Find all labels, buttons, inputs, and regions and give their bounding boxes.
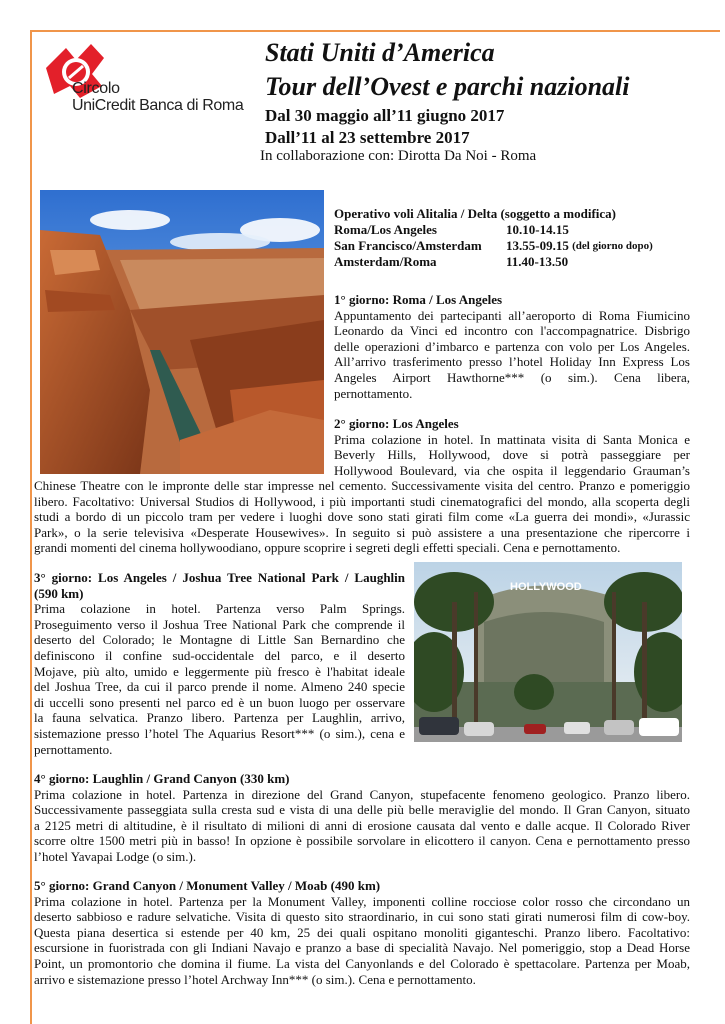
flight-route: Roma/Los Angeles — [334, 222, 437, 237]
day-2-line: Beverly Hills, Hollywood, dove si potrà passeggiare per — [334, 447, 690, 463]
day-2-line: Prima colazione in hotel. In mattinata visita di Santa Monica e — [334, 431, 690, 447]
frame-top-border — [30, 30, 720, 32]
day-2-full-line: libero. Facoltativo: Universal Studios di Hollywood, i più importanti studi cinematografici del mondo, alla scoperta degli — [34, 493, 690, 509]
day-5-line: Questa piana desertica si estende per 40 km, 25 dei quali ospitano monoliti giganteschi. Pranzo libero. Facoltativo: — [34, 924, 690, 940]
day-5-line: Prima colazione in hotel. Partenza per la Monument Valley, imponenti colline rocciose color rosso che circondano un — [34, 893, 690, 909]
day-5-section — [34, 878, 690, 987]
day-2-line: Hollywood Boulevard, via che ospita il leggendario Grauman’s — [334, 462, 690, 478]
grand-canyon-photo — [40, 190, 324, 474]
day-1-line: delle operazioni d’imbarco e partenza con volo per Los Angeles. — [334, 338, 690, 354]
title-line1: Stati Uniti d’America — [265, 38, 495, 67]
day-1-line: All’arrivo trasferimento presso l’hotel Holiday Inn Express Los — [334, 354, 690, 370]
day-3-line: Mojave, più alto, umido e leggermente più fresco è l'habitat ideale — [34, 663, 405, 679]
day-4-line: a 2125 metri di altitudine, è il risultato di milioni di anni di erosione causata dal vento e dalle acque. Il Colorado River — [34, 817, 690, 833]
hollywood-photo — [414, 562, 682, 742]
collaboration-note: In collaborazione con: Dirotta Da Noi - Roma — [260, 148, 537, 164]
day-4-line: l’hotel Yavapai Lodge (o sim.). — [34, 848, 197, 864]
day-5-line: deserto sabbioso e radure selvatiche. Visita di questo sito straordinario, in cui sono stati girati numerosi film di cow-boy. — [34, 909, 690, 925]
day-3-line: Proseguimento verso il Joshua Tree National Park che comprende il — [34, 616, 405, 632]
day-2-full-line: Chinese Theatre con le impronte delle star impresse nel cemento. Successivamente visita del centro. Pranzo e pomeriggio — [34, 478, 690, 493]
day-4-line: Successivamente passeggiata sulla cresta sud e vista di una delle più belle meraviglie del mondo. Il Gran Canyon, situato — [34, 802, 690, 818]
day-3-line: deserto del Colorado; le Montagne di Little San Bernardino che — [34, 632, 405, 648]
day-3-line: la fauna selvatica. Pranzo libero. Partenza per Laughlin, arrivo, — [34, 710, 405, 726]
day-3-line: del Joshua Tree, da cui il parco prende il nome. Almeno 240 specie — [34, 679, 405, 695]
logo-text — [72, 80, 243, 114]
day-4-line: Prima colazione in hotel. Partenza in direzione del Grand Canyon, stupefacente fenomeno geologico. Pranzo libero. — [34, 786, 690, 802]
day-3-title-km: (590 km) — [34, 585, 84, 601]
date-1: Dal 30 maggio all’11 giugno 2017 — [265, 106, 505, 125]
day-5-line: Point, un promontorio che domina il fiume. La vista del Canyonlands e del Colorado è spettacolare. Partenza per Moab, — [34, 955, 690, 971]
day-1-line: Angeles Airport Hawthorne*** (o sim.). Cena libera, — [334, 369, 690, 385]
day-5-line: escursione in fuoristrada con gli Indiani Navajo e pranzo a base di specialità Navajo. Nel pomeriggio, stop a Dead Horse — [34, 940, 690, 956]
day-3-title: 3° giorno: Los Angeles / Joshua Tree National Park / Laughlin — [34, 570, 405, 585]
date-2: Dall’11 al 23 settembre 2017 — [265, 128, 470, 147]
day-3-line: Prima colazione in hotel. Partenza verso Palm Springs. — [34, 601, 405, 617]
day-3-line: definiscono il confine sud-occidentale del parco, e il deserto — [34, 647, 405, 663]
day-2-full-line: grandi momenti del cinema hollywoodiano, oppure scoprire i segreti degli effetti speciali. Cena e pernottamento. — [34, 540, 621, 556]
flight-route: Amsterdam/Roma — [334, 254, 437, 269]
day-4-line: scorre oltre 1500 metri più in basso! In opzione è possibile sorvolare in elicottero il canyon. Cena e pernottamento presso — [34, 833, 690, 849]
title-line2: Tour dell’Ovest e parchi nazionali — [265, 72, 630, 101]
logo-line2: UniCredit Banca di Roma — [72, 97, 244, 114]
day-5-title: 5° giorno: Grand Canyon / Monument Valley / Moab (490 km) — [34, 878, 381, 893]
flights-heading: Operativo voli Alitalia / Delta (soggetto a modifica) — [334, 206, 616, 221]
day-1-line: pernottamento. — [334, 385, 413, 401]
flight-row — [334, 254, 653, 270]
flight-note: (del giorno dopo) — [572, 240, 653, 252]
hollywood-sign: HOLLYWOOD — [510, 581, 582, 593]
day-3-line: di uccelli sono presenti nel parco ed è un buon luogo per osservare — [34, 694, 405, 710]
day-1-section — [334, 292, 690, 401]
day-4-section — [34, 771, 690, 865]
flight-route: San Francisco/Amsterdam — [334, 238, 482, 253]
tour-dates — [265, 105, 504, 149]
day-3-section — [34, 570, 405, 757]
day-3-line: sistemazione presso l’hotel The Aquarius Resort*** (o sim.), cena e — [34, 725, 405, 741]
flight-row — [334, 222, 653, 238]
flight-time: 13.55-09.15 — [506, 238, 569, 253]
day-5-line: arrivo e sistemazione presso l’hotel Archway Inn*** (o sim.). Cena e pernottamento. — [34, 971, 476, 987]
day-1-line: Leonardo da Vinci ed incontro con l'accompagnatrice. Disbrigo — [334, 323, 690, 339]
day-2-full-line: Park», o la serie televisiva «Desperate Housewives». In seguito si può assistere a una presentazione che ripercorre i — [34, 524, 690, 540]
flight-schedule — [334, 206, 653, 270]
frame-left-border — [30, 30, 32, 1024]
day-2-section — [334, 416, 690, 478]
flight-time: 10.10-14.15 — [506, 222, 569, 237]
day-2-full-line: studi a bordo di un piccolo tram per vedere i luoghi dove sono stati girati film come «La guerra dei mondi», «Jurassic — [34, 509, 690, 525]
flight-time: 11.40-13.50 — [506, 254, 569, 269]
day-2-title: 2° giorno: Los Angeles — [334, 416, 459, 431]
logo-line1: Circolo — [72, 80, 120, 97]
flight-row — [334, 238, 653, 254]
page-title — [265, 36, 630, 104]
day-3-line: pernottamento. — [34, 741, 113, 757]
day-1-line: Appuntamento dei partecipanti all’aeroporto di Roma Fiumicino — [334, 307, 690, 323]
day-4-title: 4° giorno: Laughlin / Grand Canyon (330 km) — [34, 771, 290, 786]
day-1-title: 1° giorno: Roma / Los Angeles — [334, 292, 503, 307]
day-2-continued — [34, 478, 690, 556]
